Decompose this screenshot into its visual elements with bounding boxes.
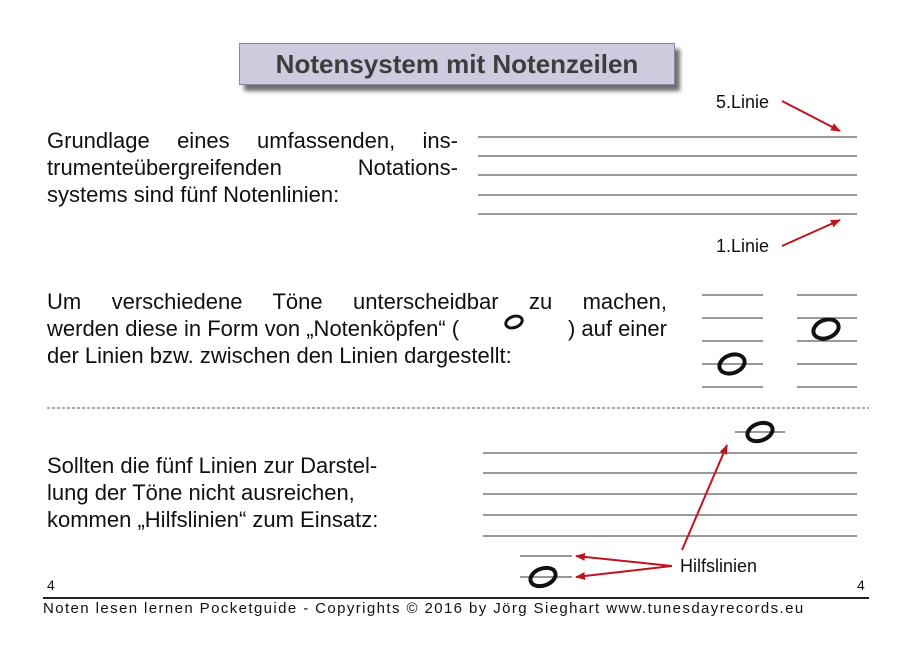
section2-line2-a: werden diese in Form von „Notenköpfen“ (: [47, 316, 460, 341]
section1-line: systems sind fünf Notenlinien:: [47, 182, 340, 207]
section3-line: kommen „Hilfslinien“ zum Einsatz:: [47, 507, 379, 532]
notehead-icon: [811, 316, 842, 342]
label-5-linie: 5.Linie: [716, 92, 770, 112]
section2-line2-b: ) auf einer: [567, 316, 667, 341]
staff-five-lines-2: [483, 453, 857, 536]
section3-line: Sollten die fünf Linien zur Darstel-: [47, 453, 378, 478]
label-hilfslinien: Hilfslinien: [680, 556, 758, 576]
arrows-hilfslinien: [576, 445, 727, 577]
staff-five-lines: [478, 137, 857, 214]
arrow-1-linie: [782, 220, 840, 246]
mini-staff-b: [797, 295, 857, 387]
section1-line: Grundlage eines umfassenden, ins-: [47, 128, 458, 153]
page-title: Notensystem mit Notenzeilen: [275, 48, 639, 79]
section3-line: lung der Töne nicht ausreichen,: [47, 480, 355, 505]
section2-line: der Linien bzw. zwischen den Linien dargestellt:: [47, 343, 512, 368]
footer-text: Noten lesen lernen Pocketguide - Copyrights © 2016 by Jörg Sieghart www.tunesdayrecords.eu: [43, 600, 805, 617]
section1-line: trumenteübergreifenden Notations-: [47, 155, 458, 180]
footer-rule: [43, 597, 869, 599]
section2-line: Um verschiedene Töne unterscheidbar zu machen,: [47, 289, 667, 314]
arrow-5-linie: [782, 101, 840, 131]
page-number-right: 4: [857, 577, 865, 593]
label-1-linie: 1.Linie: [716, 236, 770, 256]
page-number-left: 4: [47, 577, 55, 593]
